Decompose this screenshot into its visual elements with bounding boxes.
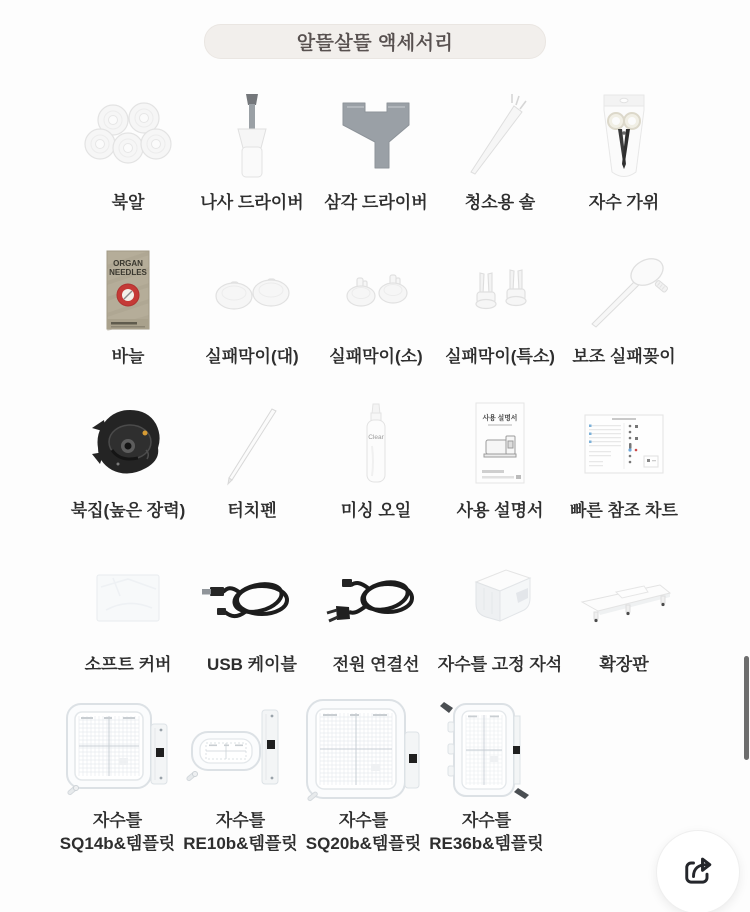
item-label: USB 케이블 (207, 655, 297, 674)
bobbin-case-image (66, 394, 190, 494)
embroidery-scissors-image (562, 86, 686, 186)
item-label: 실패막이(특소) (445, 347, 555, 366)
item-label: 사용 설명서 (456, 501, 544, 520)
cleaning-brush-image (438, 86, 562, 186)
list-item (190, 394, 314, 521)
hoop-name: 자수틀 (92, 811, 143, 830)
item-label (60, 810, 175, 856)
list-item (562, 86, 686, 213)
accessory-row-3 (66, 394, 686, 521)
spool-cap-small-image (314, 240, 438, 340)
hoop-name: 자수틀 (338, 811, 389, 830)
item-label: 전원 연결선 (332, 655, 420, 674)
soft-cover-image (66, 548, 190, 648)
list-item (438, 86, 562, 213)
list-item (179, 696, 302, 856)
hoop-re10b-image (179, 696, 302, 804)
item-label: 확장판 (599, 655, 649, 674)
list-item (302, 696, 425, 856)
hoop-name: 자수틀 (215, 811, 266, 830)
item-label: 실패막이(대) (205, 347, 299, 366)
page-title: 알뜰살뜰 액세서리 (296, 33, 454, 54)
hoop-name: 자수틀 (461, 811, 512, 830)
list-item (438, 394, 562, 521)
list-item (314, 86, 438, 213)
list-item (314, 548, 438, 675)
list-item (66, 394, 190, 521)
share-icon (680, 854, 716, 890)
quick-reference-chart-image (562, 394, 686, 494)
spool-pin-image (562, 240, 686, 340)
item-label: 실패막이(소) (329, 347, 423, 366)
list-item (314, 240, 438, 367)
hoop-size: RE36b&템플릿 (429, 833, 544, 853)
hoop-size: SQ14b&템플릿 (59, 833, 176, 853)
section-title-pill (204, 24, 546, 59)
needle-pack-image (66, 240, 190, 340)
list-item (190, 548, 314, 675)
list-item (425, 696, 548, 856)
list-item (190, 240, 314, 367)
accessory-row-4 (66, 548, 686, 675)
item-label: 북알 (111, 193, 145, 212)
item-label (183, 810, 297, 856)
manual-image (438, 394, 562, 494)
power-cord-image (314, 548, 438, 648)
item-label: 삼각 드라이버 (324, 193, 428, 212)
item-label: 빠른 참조 차트 (570, 501, 678, 520)
spool-cap-xs-image (438, 240, 562, 340)
frame-magnet-image (438, 548, 562, 648)
accessory-row-1 (66, 86, 686, 213)
list-item (314, 394, 438, 521)
extension-table-image (562, 548, 686, 648)
hoop-re36b-image (425, 696, 548, 804)
item-label: 자수틀 고정 자석 (437, 655, 563, 674)
item-label (306, 810, 421, 856)
needle-brand-line2: NEEDLES (109, 268, 147, 277)
machine-oil-image (314, 394, 438, 494)
list-item (438, 240, 562, 367)
item-label: 자수 가위 (588, 193, 660, 212)
manual-title-text: 사용 설명서 (482, 415, 518, 422)
list-item (438, 548, 562, 675)
touch-pen-image (190, 394, 314, 494)
hoop-sq14b-image (56, 696, 179, 804)
item-label: 미싱 오일 (340, 501, 412, 520)
list-item (66, 240, 190, 367)
item-label: 나사 드라이버 (200, 193, 304, 212)
list-item (562, 240, 686, 367)
item-label: 보조 실패꽂이 (572, 347, 676, 366)
spool-cap-large-image (190, 240, 314, 340)
needle-brand-line1: ORGAN (113, 259, 143, 268)
bobbins-image (66, 86, 190, 186)
share-button[interactable] (656, 830, 740, 912)
item-label: 바늘 (111, 347, 145, 366)
list-item (562, 548, 686, 675)
item-label: 터치펜 (227, 501, 277, 520)
hoop-size: RE10b&템플릿 (183, 833, 298, 853)
item-label: 북집(높은 장력) (70, 501, 186, 520)
accessory-row-2 (66, 240, 686, 367)
list-item (562, 394, 686, 521)
list-item (190, 86, 314, 213)
triangle-driver-image (314, 86, 438, 186)
list-item (66, 86, 190, 213)
list-item (56, 696, 179, 856)
accessory-row-5 (56, 696, 548, 856)
screwdriver-image (190, 86, 314, 186)
item-label (429, 810, 543, 856)
item-label: 소프트 커버 (84, 655, 172, 674)
scrollbar-thumb[interactable] (744, 656, 749, 760)
item-label: 청소용 솔 (464, 193, 536, 212)
oil-label-text: Clear (368, 434, 384, 441)
list-item (66, 548, 190, 675)
hoop-size: SQ20b&템플릿 (305, 833, 422, 853)
usb-cable-image (190, 548, 314, 648)
hoop-sq20b-image (302, 696, 425, 804)
